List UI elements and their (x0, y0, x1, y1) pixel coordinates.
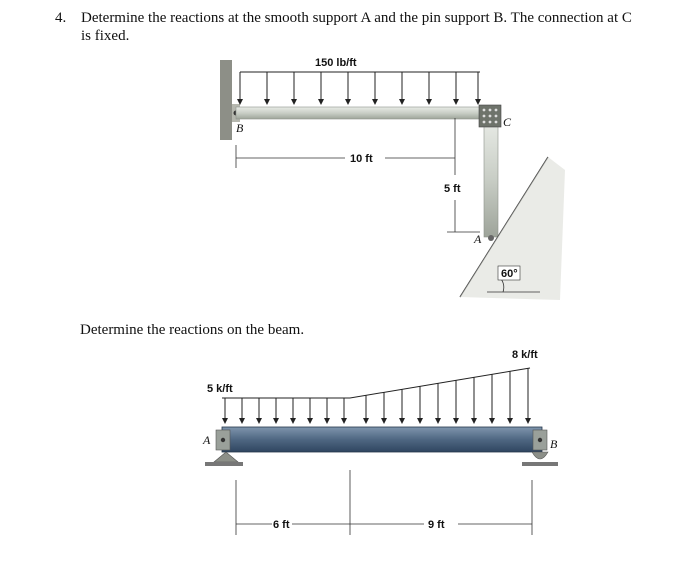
beam-label-a: A (203, 433, 211, 447)
support-b (532, 452, 548, 459)
left-load-label: 5 k/ft (207, 383, 233, 395)
ground-b (522, 462, 558, 466)
beam-figure (202, 349, 558, 535)
horizontal-member (236, 107, 481, 119)
span1-label: 6 ft (273, 519, 290, 531)
beam-problem-statement: Determine the reactions on the beam. (80, 322, 305, 338)
problem-4-text-line1: Determine the reactions at the smooth support A and the pin support B. The connection at C (81, 10, 632, 26)
beam-body (222, 427, 542, 452)
pin-a (221, 438, 225, 442)
load-profile (222, 368, 530, 398)
wall-support (220, 60, 232, 140)
load-label: 150 lb/ft (315, 57, 357, 69)
ground-a (205, 462, 243, 466)
problem-4-text-line2: is fixed. (81, 28, 130, 44)
height-label: 5 ft (444, 183, 461, 195)
load-arrows (240, 72, 478, 104)
beam-label-b: B (550, 437, 558, 451)
problem-number: 4. (55, 10, 67, 26)
span-label: 10 ft (350, 153, 373, 165)
label-a: A (474, 232, 482, 246)
vertical-member (484, 119, 498, 237)
roller-a (488, 235, 494, 241)
pin-b-beam (538, 438, 542, 442)
label-b: B (236, 121, 244, 135)
connection-bolts (483, 109, 498, 124)
label-c: C (503, 115, 512, 129)
angle-label: 60° (501, 268, 518, 280)
span2-label: 9 ft (428, 519, 445, 531)
support-a (214, 452, 238, 462)
right-load-label: 8 k/ft (512, 349, 538, 361)
